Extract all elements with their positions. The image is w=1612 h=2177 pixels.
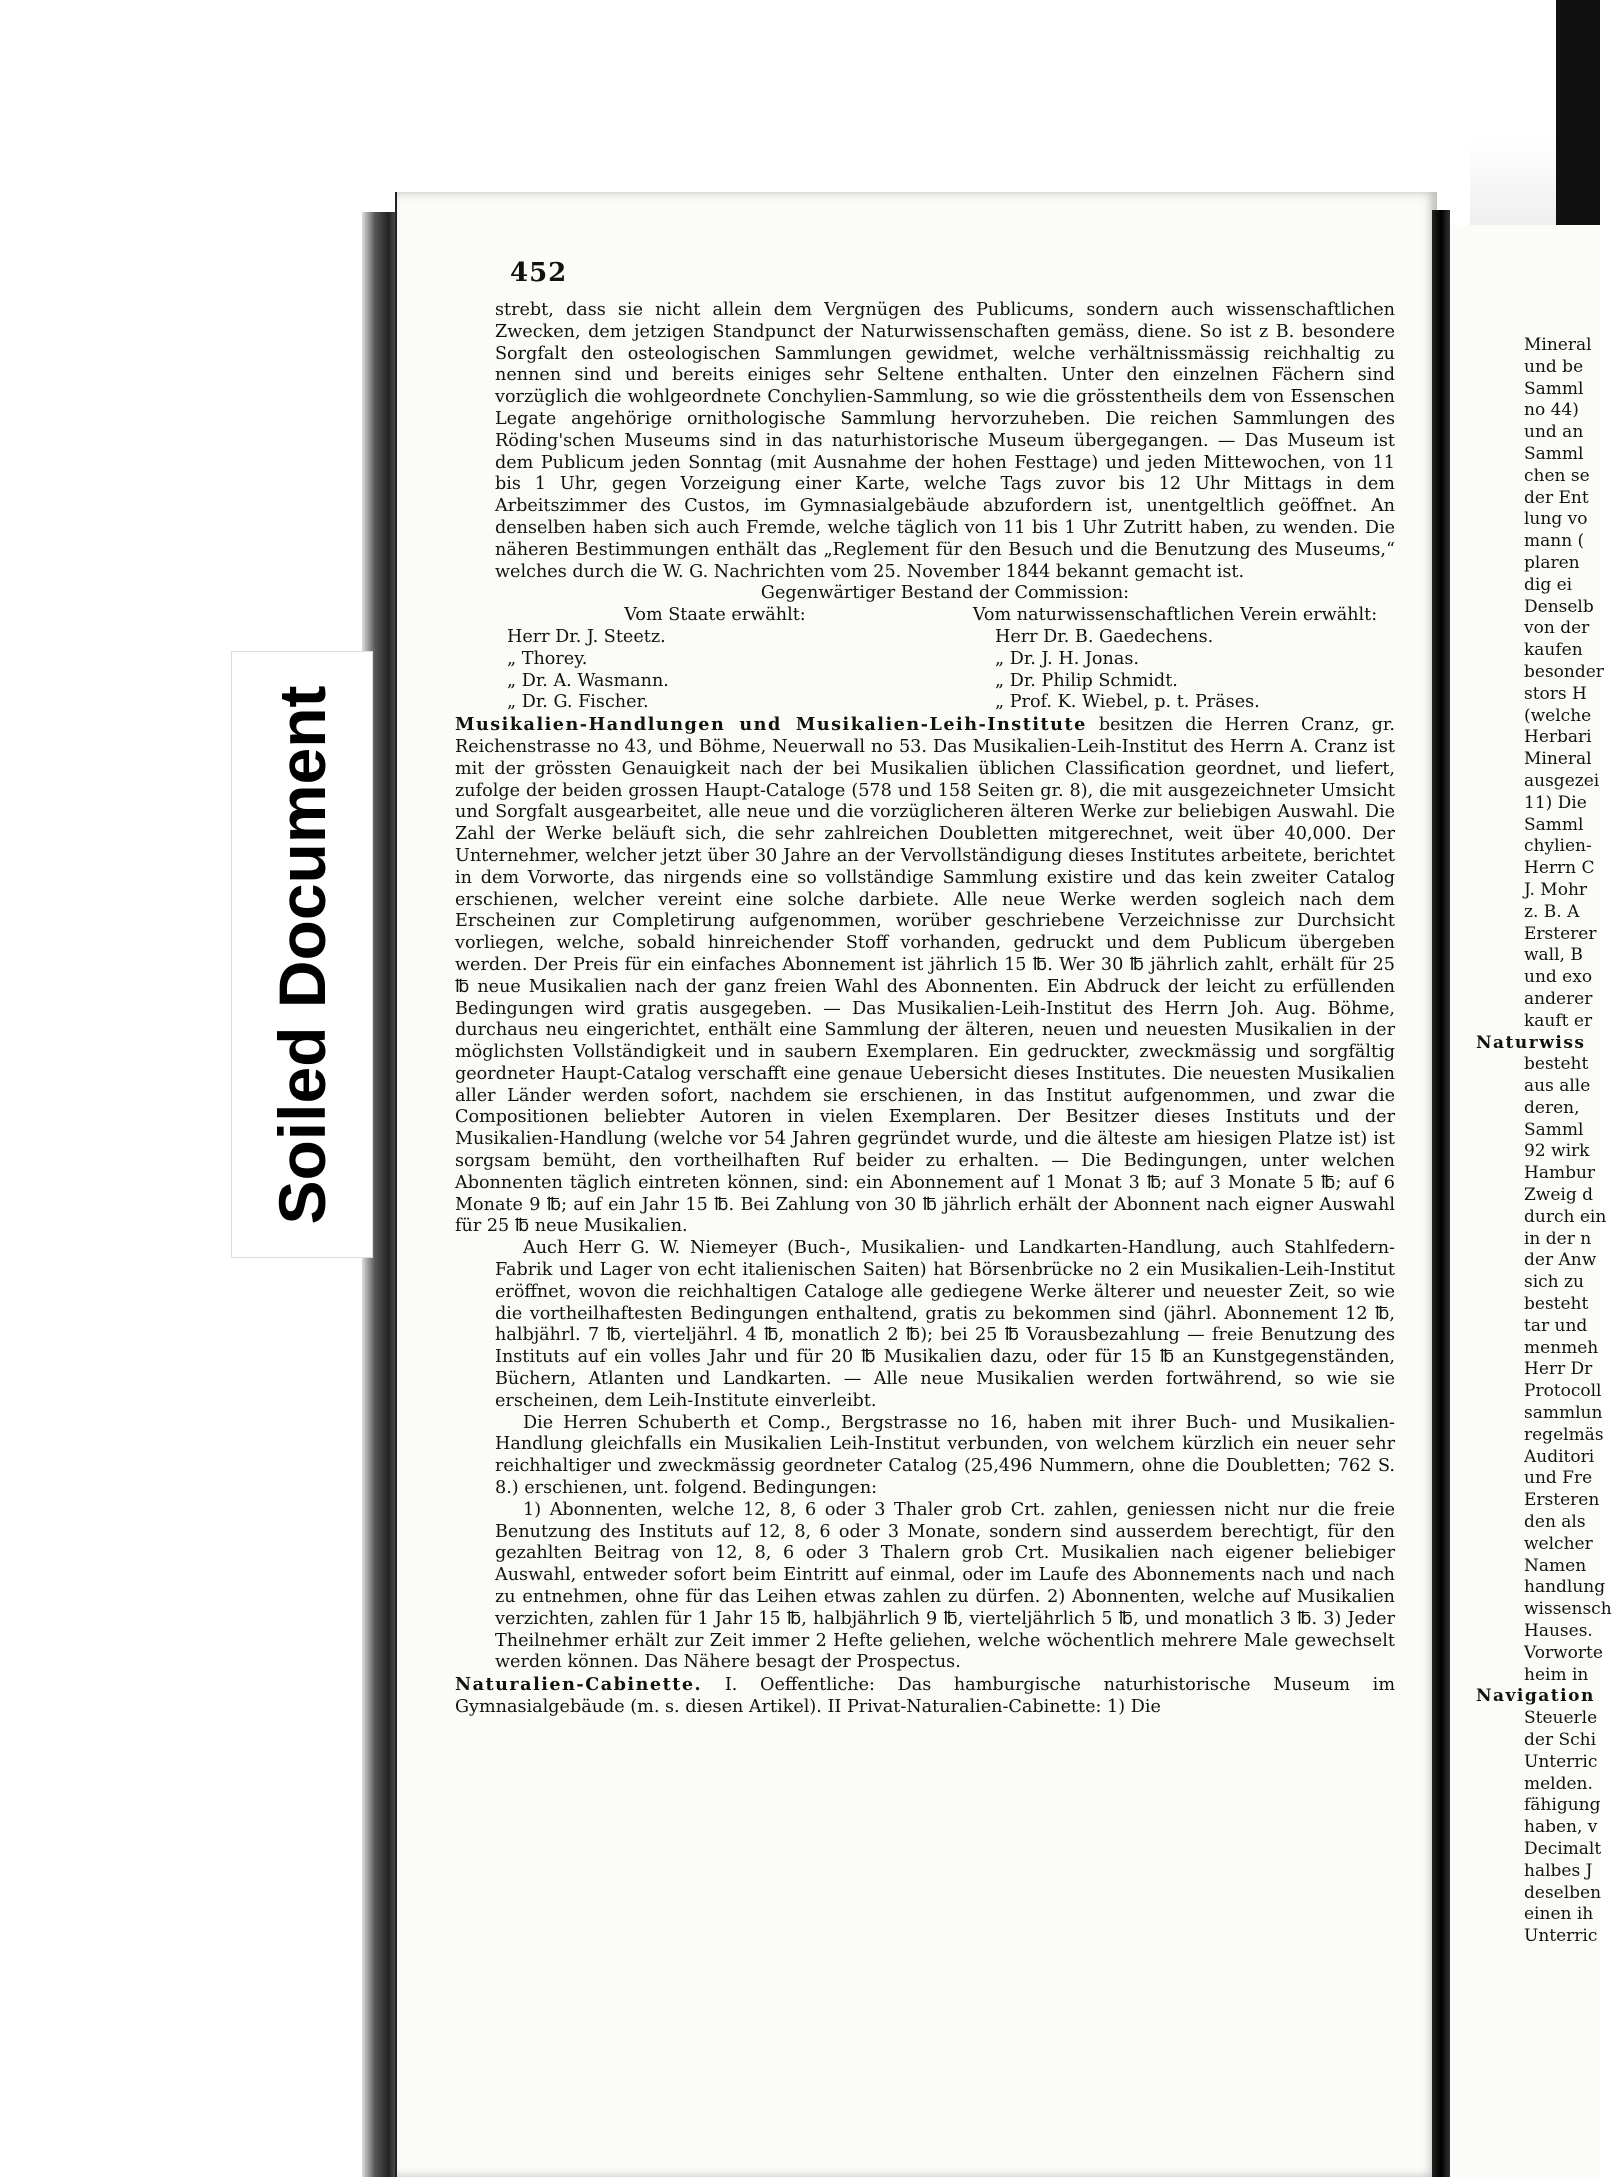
right-page-line: heim in [1524,1664,1589,1685]
right-page-line: tar und [1524,1315,1588,1336]
right-page-line: und an [1524,422,1584,443]
naturalien-heading: Naturalien-Cabinette. [455,1674,703,1696]
commission-left-title: Vom Staate erwählt: [624,605,806,626]
right-page-line: melden. [1524,1773,1593,1794]
right-page-line: Mineral [1524,335,1592,355]
right-page-line: Samml [1524,1119,1584,1140]
right-page-line: Unterric [1524,1926,1598,1947]
right-page-line: sich zu [1524,1272,1584,1293]
right-page-line: haben, v [1524,1817,1598,1838]
right-page-line: Steuerle [1524,1708,1598,1729]
right-page-line: (welche [1524,705,1592,726]
book-gutter [1432,210,1450,2177]
soiled-document-label: Soiled Document [265,685,339,1225]
right-page-line: Unterric [1524,1751,1598,1772]
right-page-line: Vorworte [1524,1642,1603,1663]
right-page-line: aus alle [1524,1076,1591,1097]
commission-member: „ Dr. J. H. Jonas. [995,648,1139,669]
right-page-line: der Schi [1524,1730,1597,1750]
right-page-line: in der n [1524,1228,1592,1249]
right-page-line: mann ( [1524,531,1585,552]
page-number: 452 [510,258,568,288]
commission-member: „ Prof. K. Wiebel, p. t. Präses. [995,692,1260,713]
right-page-line: einen ih [1524,1904,1594,1925]
right-page-line: welcher [1524,1533,1593,1554]
right-page-line: den als [1524,1512,1586,1533]
right-page-line: halbes J [1524,1860,1593,1881]
right-page-line: no 44) [1524,400,1579,421]
right-page-line: Naturwiss [1476,1032,1586,1053]
right-page-line: 92 wirk [1524,1141,1590,1162]
right-page-line: Ersteren [1524,1490,1600,1511]
right-page-line: Ersterer [1524,923,1597,944]
intro-paragraph: strebt, dass sie nicht allein dem Vergnügen des Publicums, sondern auch wissenschaftlichen Zwecken, dem jetzigen Standpunct der Naturwissenschaften gemäss, diene. So ist z B. besondere Sorgfalt den osteologischen Sammlungen gewidmet, welche verhältnissmässig reichhaltig zu nennen sind und bereits einiges sehr Seltene enthalten. Unter den einzelnen Fächern sind vorzüglich die wohlgeordnete Conchylien-Sammlung, so wie die grösstentheils dem von Essenschen Legate angehörige ornithologische Sammlung hervorzuheben. Die reichen Sammlungen des Röding'schen Museums sind in das naturhistorische Museum übergegangen. — Das Museum ist dem Publicum jeden Sonntag (mit Ausnahme der hohen Festtage) und jeden Mittewochen, von 11 bis 1 Uhr, gegen Vorzeigung einer Karte, welche Tags zuvor bis 12 Uhr Mittags in dem Arbeitszimmer des Custos, im Gymnasialgebäude abzufordern ist, unentgeltlich geöffnet. An denselben haben sich auch Fremde, welche täglich von 11 bis 1 Uhr Zutritt haben, zu wenden. Die näheren Bestimmungen enthält das „Reglement für den Besuch und die Benutzung des Museums,“ welches durch die W. G. Nachrichten vom 25. November 1844 bekannt gemacht ist. [495,300,1395,582]
musikalien-p3: Die Herren Schuberth et Comp., Bergstrasse no 16, haben mit ihrer Buch- und Musikalien-Handlung gleichfalls ein Musikalien Leih-Institut verbunden, von welchem kürzlich ein neuer sehr reichhaltiger und zweckmässig geordneter Catalog (25,496 Nummern, ohne die Doubletten; 762 S. 8.) erschienen, unt. folgend. Bedingungen: [495,1412,1395,1499]
commission-list [495,583,1395,714]
right-page-line: durch ein [1524,1206,1607,1227]
right-page-line: lung vo [1524,509,1588,530]
right-page-line: dig ei [1524,574,1573,595]
right-page-line: Samml [1524,443,1584,464]
right-page-line: fähigung [1524,1795,1601,1816]
right-page-line: menmeh [1524,1337,1599,1358]
right-page-line: besonder [1524,661,1604,682]
right-page-line: besteht [1524,1054,1589,1075]
right-page-line: von der [1524,618,1590,639]
right-page-line: regelmäs [1524,1424,1604,1445]
right-page-line: plaren [1524,552,1580,573]
musikalien-heading: Musikalien-Handlungen und Musikalien-Leih-Institute [455,714,1087,736]
right-page-line: chen se [1524,465,1590,486]
right-page-line: der Ent [1524,487,1589,508]
right-page-line: Navigation [1476,1686,1595,1707]
right-page-line: J. Mohr [1524,879,1588,900]
right-page-line: Namen [1524,1555,1587,1576]
right-page-line: und be [1524,356,1584,377]
right-page-line: Decimalt [1524,1838,1602,1859]
right-page-line: Protocoll [1524,1381,1602,1402]
right-page-line: deren, [1524,1097,1580,1118]
right-page-line: 11) Die [1524,792,1587,813]
right-page-line: der Anw [1524,1250,1597,1271]
commission-member: Herr Dr. B. Gaedechens. [995,626,1214,647]
naturalien-section [455,1674,1395,1719]
commission-member: Herr Dr. J. Steetz. [507,626,666,647]
right-page-line: handlung [1524,1577,1606,1598]
right-page-line: Samml [1524,814,1584,835]
right-page-line: Auditori [1524,1446,1595,1467]
right-page-line: besteht [1524,1294,1589,1315]
right-page-line: wall, B [1524,945,1583,966]
commission-member: „ Dr. Philip Schmidt. [995,670,1178,691]
right-page-line: ausgezei [1524,770,1600,791]
right-page-line: anderer [1524,988,1593,1009]
right-page-line: wissensch [1524,1599,1612,1620]
right-page-line: sammlun [1524,1403,1603,1424]
commission-title: Gegenwärtiger Bestand der Commission: [760,583,1130,604]
commission-right-title: Vom naturwissenschaftlichen Verein erwählt: [972,605,1378,626]
commission-member: „ Dr. A. Wasmann. [507,670,669,691]
right-page-line: Hauses. [1524,1621,1593,1642]
right-page-line: Samml [1524,378,1584,399]
right-page-line: deselben [1524,1882,1602,1903]
right-page-line: Herbari [1524,727,1592,748]
right-page-line: z. B. A [1524,901,1580,922]
right-page-line: kaufen [1524,640,1583,661]
right-page-line: Herrn C [1524,858,1595,879]
right-page-line: Denselb [1524,596,1594,617]
musikalien-p1: besitzen die Herren Cranz, gr. Reichenstrasse no 43, und Böhme, Neuerwall no 53. Das Musikalien-Leih-Institut des Herrn A. Cranz ist mit der grössten Genauigkeit nach der bei Musikalien üblichen Classification geordnet, und liefert, zufolge der beiden grossen Haupt-Cataloge (578 und 158 Seiten gr. 8), die mit ausgezeichneter Umsicht und Sorgfalt ausgearbeitet, alle neue und die vorzüglicheren älteren Werke zur beliebigen Auswahl. Die Zahl der Werke beläuft sich, die sehr zahlreichen Doubletten mitgerechnet, weit über 40,000. Der Unternehmer, welcher jetzt über 30 Jahre an der Vervollständigung dieses Institutes arbeitete, berichtet in dem Vorworte, das nirgends eine so vollständige Sammlung existire und das kein zweiter Catalog erschienen, welcher vereint eine solche darbiete. Alle neue Werke werden sogleich nach dem Erscheinen zur Completirung aufgenommen, worüber geschriebene Verzeichnisse zur Durchsicht vorliegen, welche, sobald hinreichender Stoff vorhanden, gedruckt und dem Publicum übergeben werden. Der Preis für ein einfaches Abonnement ist jährlich 15 ℔. Wer 30 ℔ jährlich zahlt, erhält für 25 ℔ neue Musikalien nach der ganz freien Wahl des Abonnenten. Ein Abdruck der leicht zu erfüllenden Bedingungen wird gratis ausgegeben. — Das Musikalien-Leih-Institut des Herrn Joh. Aug. Böhme, durchaus neu eingerichtet, enthält eine Sammlung der älteren, neuen und neuesten Musikalien in der möglichsten Vollständigkeit und in saubern Exemplaren. Ein gedruckter, zweckmässig und sorgfältig geordneter Haupt-Catalog verschafft eine genaue Uebersicht dieses Institutes. Die neuesten Musikalien aller Länder werden sofort, nachdem sie erschienen, in das Institut aufgenommen, und zwar die Compositionen beliebter Autoren in vielen Exemplaren. Der Besitzer dieses Instituts und der Musikalien-Handlung (welche vor 54 Jahren gegründet wurde, und die älteste am hiesigen Platze ist) ist sorgsam bemüht, den vortheilhaften Ruf beider zu erhalten. — Die Bedingungen, unter welchen Abonnenten täglich eintreten können, sind: ein Abonnement auf 1 Monat 3 ℔; auf 3 Monate 5 ℔; auf 6 Monate 9 ℔; auf ein Jahr 15 ℔. Bei Zahlung von 30 ℔ jährlich erhält der Abonnent nach eigner Auswahl für 25 ℔ neue Musikalien. [455,715,1395,1237]
musikalien-p4: 1) Abonnenten, welche 12, 8, 6 oder 3 Thaler grob Crt. zahlen, geniessen nicht nur die freie Benutzung des Instituts auf 12, 8, 6 oder 3 Monate, sondern sind ausserdem berechtigt, für den gezahlten Beitrag von 12, 8, 6 oder 3 Thalern grob Crt. Musikalien nach eigener beliebiger Auswahl, entweder sofort beim Eintritt auf einmal, oder im Laufe des Abonnements nach und nach zu entnehmen, ohne für das Leihen etwas zahlen zu dürfen. 2) Abonnenten, welche auf Musikalien verzichten, zahlen für 1 Jahr 15 ℔, halbjährlich 9 ℔, vierteljährlich 5 ℔, und monatlich 3 ℔. 3) Jeder Theilnehmer erhält zur Zeit immer 2 Hefte geliehen, welche wöchentlich mehrere Male gewechselt werden können. Das Nähere besagt der Prospectus. [495,1499,1395,1673]
right-page-line: Mineral [1524,749,1592,770]
musikalien-p2: Auch Herr G. W. Niemeyer (Buch-, Musikalien- und Landkarten-Handlung, auch Stahlfedern-Fabrik und Lager von echt italienischen Saiten) hat Börsenbrücke no 2 ein Musikalien-Leih-Institut eröffnet, wovon die reichhaltigen Cataloge alle gediegene Werke älterer und neuester Zeit, so wie die vortheilhaftesten Bedingungen enthaltend, gratis zu bekommen sind (jährl. Abonnement 12 ℔, halbjährl. 7 ℔, vierteljährl. 4 ℔, monatlich 2 ℔); bei 25 ℔ Vorausbezahlung — freie Benutzung des Instituts auf ein volles Jahr und für 20 ℔ Musikalien dazu, oder für 15 ℔ an Kunstgegenständen, Büchern, Atlanten und Landkarten. — Alle neue Musikalien werden fortwährend, so wie sie erscheinen, dem Leih-Institute einverleibt. [495,1238,1395,1411]
right-page-line: stors H [1524,683,1587,704]
musikalien-section [455,714,1395,1238]
right-page-line: und Fre [1524,1468,1593,1489]
right-page-line: Zweig d [1524,1185,1594,1206]
right-page-line: chylien- [1524,836,1592,857]
commission-member: „ Thorey. [507,648,588,669]
main-text [455,300,1395,1719]
naturalien-text: I. Oeffentliche: Das hamburgische naturhistorische Museum im Gymnasialgebäude (m. s. diesen Artikel). II Privat-Naturalien-Cabinette: 1) Die [455,1675,1395,1717]
right-page-line: kauft er [1524,1010,1593,1031]
right-page-text [1476,335,1612,1948]
right-page-line: Hambur [1524,1163,1596,1184]
right-page-line: Herr Dr [1524,1359,1593,1380]
right-page-line: und exo [1524,967,1593,988]
commission-member: „ Dr. G. Fischer. [507,692,649,713]
